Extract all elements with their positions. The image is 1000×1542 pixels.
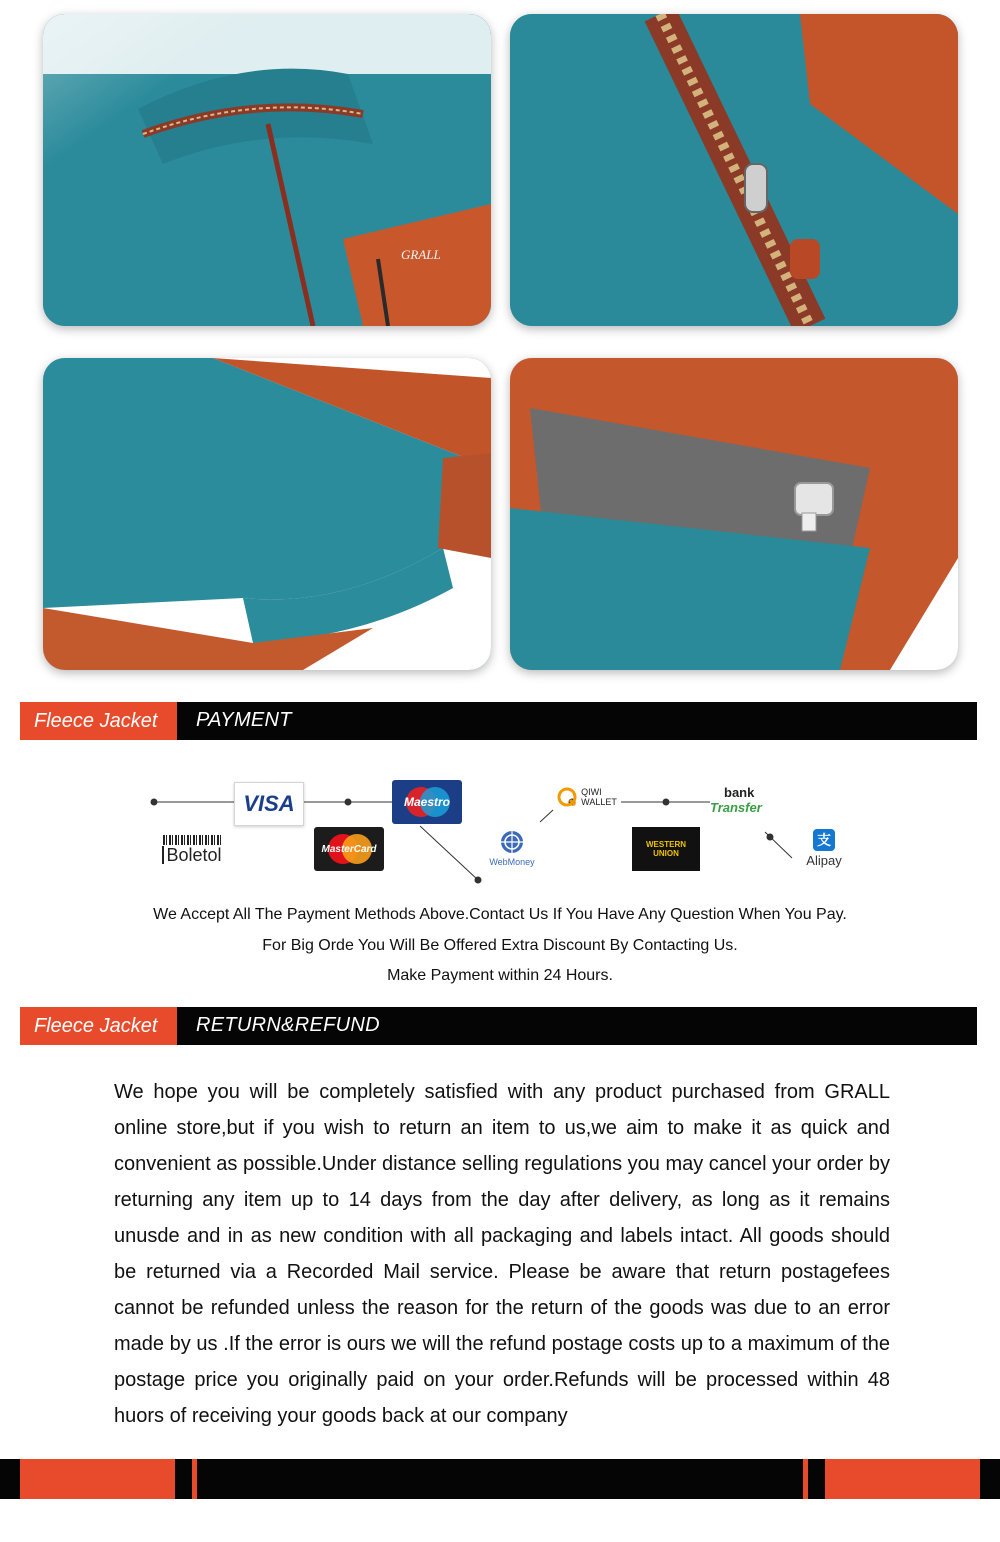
barcode-icon bbox=[163, 835, 221, 845]
footer-accent-right-thin bbox=[803, 1459, 808, 1499]
payment-note: We Accept All The Payment Methods Above.Contact Us If You Have Any Question When You Pay. bbox=[153, 906, 847, 923]
cuff-photo bbox=[43, 358, 491, 670]
mastercard-logo: MasterCard bbox=[314, 827, 384, 871]
payment-methods-diagram bbox=[0, 770, 1000, 895]
svg-text:GRALL: GRALL bbox=[401, 247, 441, 262]
collar-photo bbox=[43, 14, 491, 326]
footer-accent-left-thin bbox=[192, 1459, 197, 1499]
section-tag: Fleece Jacket bbox=[20, 702, 177, 740]
return-policy-text: We hope you will be completely satisfied with any product purchased from GRALL online store,but if you wish to return an item to us,we aim to make it as quick and convenient as possible.Under distance selling regulations you may cancel your order by returning any item up to 14 days from the day after delivery, as long as it remains unusde and in as new condition with all packaging and labels intact. All goods should be returned via a Recorded Mail service. Please be aware that return postagefees cannot be refunded unless the reason for the return of the goods was due to an error made by us .If the error is ours we will the refund postage costs up to a maximum of the postage price you originally paid on your order.Refunds will be processed within 48 huors of receiving your goods back at our company bbox=[114, 1081, 890, 1427]
alipay-icon: 支 bbox=[813, 829, 835, 851]
visa-logo: VISA bbox=[234, 782, 304, 826]
section-tag: Fleece Jacket bbox=[20, 1007, 177, 1045]
bank-transfer-logo: bank Transfer bbox=[710, 785, 762, 815]
footer-accent-right bbox=[825, 1459, 980, 1499]
payment-section-bar bbox=[20, 702, 977, 740]
section-heading: RETURN&REFUND bbox=[196, 1014, 380, 1036]
discount-note: For Big Orde You Will Be Offered Extra Discount By Contacting Us. bbox=[262, 937, 738, 954]
footer-accent-left bbox=[20, 1459, 175, 1499]
alipay-logo: 支 Alipay bbox=[800, 825, 848, 871]
boletol-logo: Boletol bbox=[160, 833, 224, 865]
qiwi-wallet-logo: QIWI WALLET bbox=[553, 780, 621, 814]
qiwi-icon bbox=[557, 787, 577, 807]
globe-icon bbox=[500, 830, 524, 854]
footer-decorative-bar bbox=[0, 1459, 1000, 1499]
payment-deadline-note: Make Payment within 24 Hours. bbox=[387, 967, 613, 984]
return-section-bar bbox=[20, 1007, 977, 1045]
maestro-logo: Maestro bbox=[392, 780, 462, 824]
zipper-photo bbox=[510, 14, 958, 326]
section-heading: PAYMENT bbox=[196, 709, 292, 731]
western-union-logo: WESTERN UNION bbox=[632, 827, 700, 871]
hem-toggle-photo bbox=[510, 358, 958, 670]
webmoney-logo: WebMoney bbox=[484, 825, 540, 871]
